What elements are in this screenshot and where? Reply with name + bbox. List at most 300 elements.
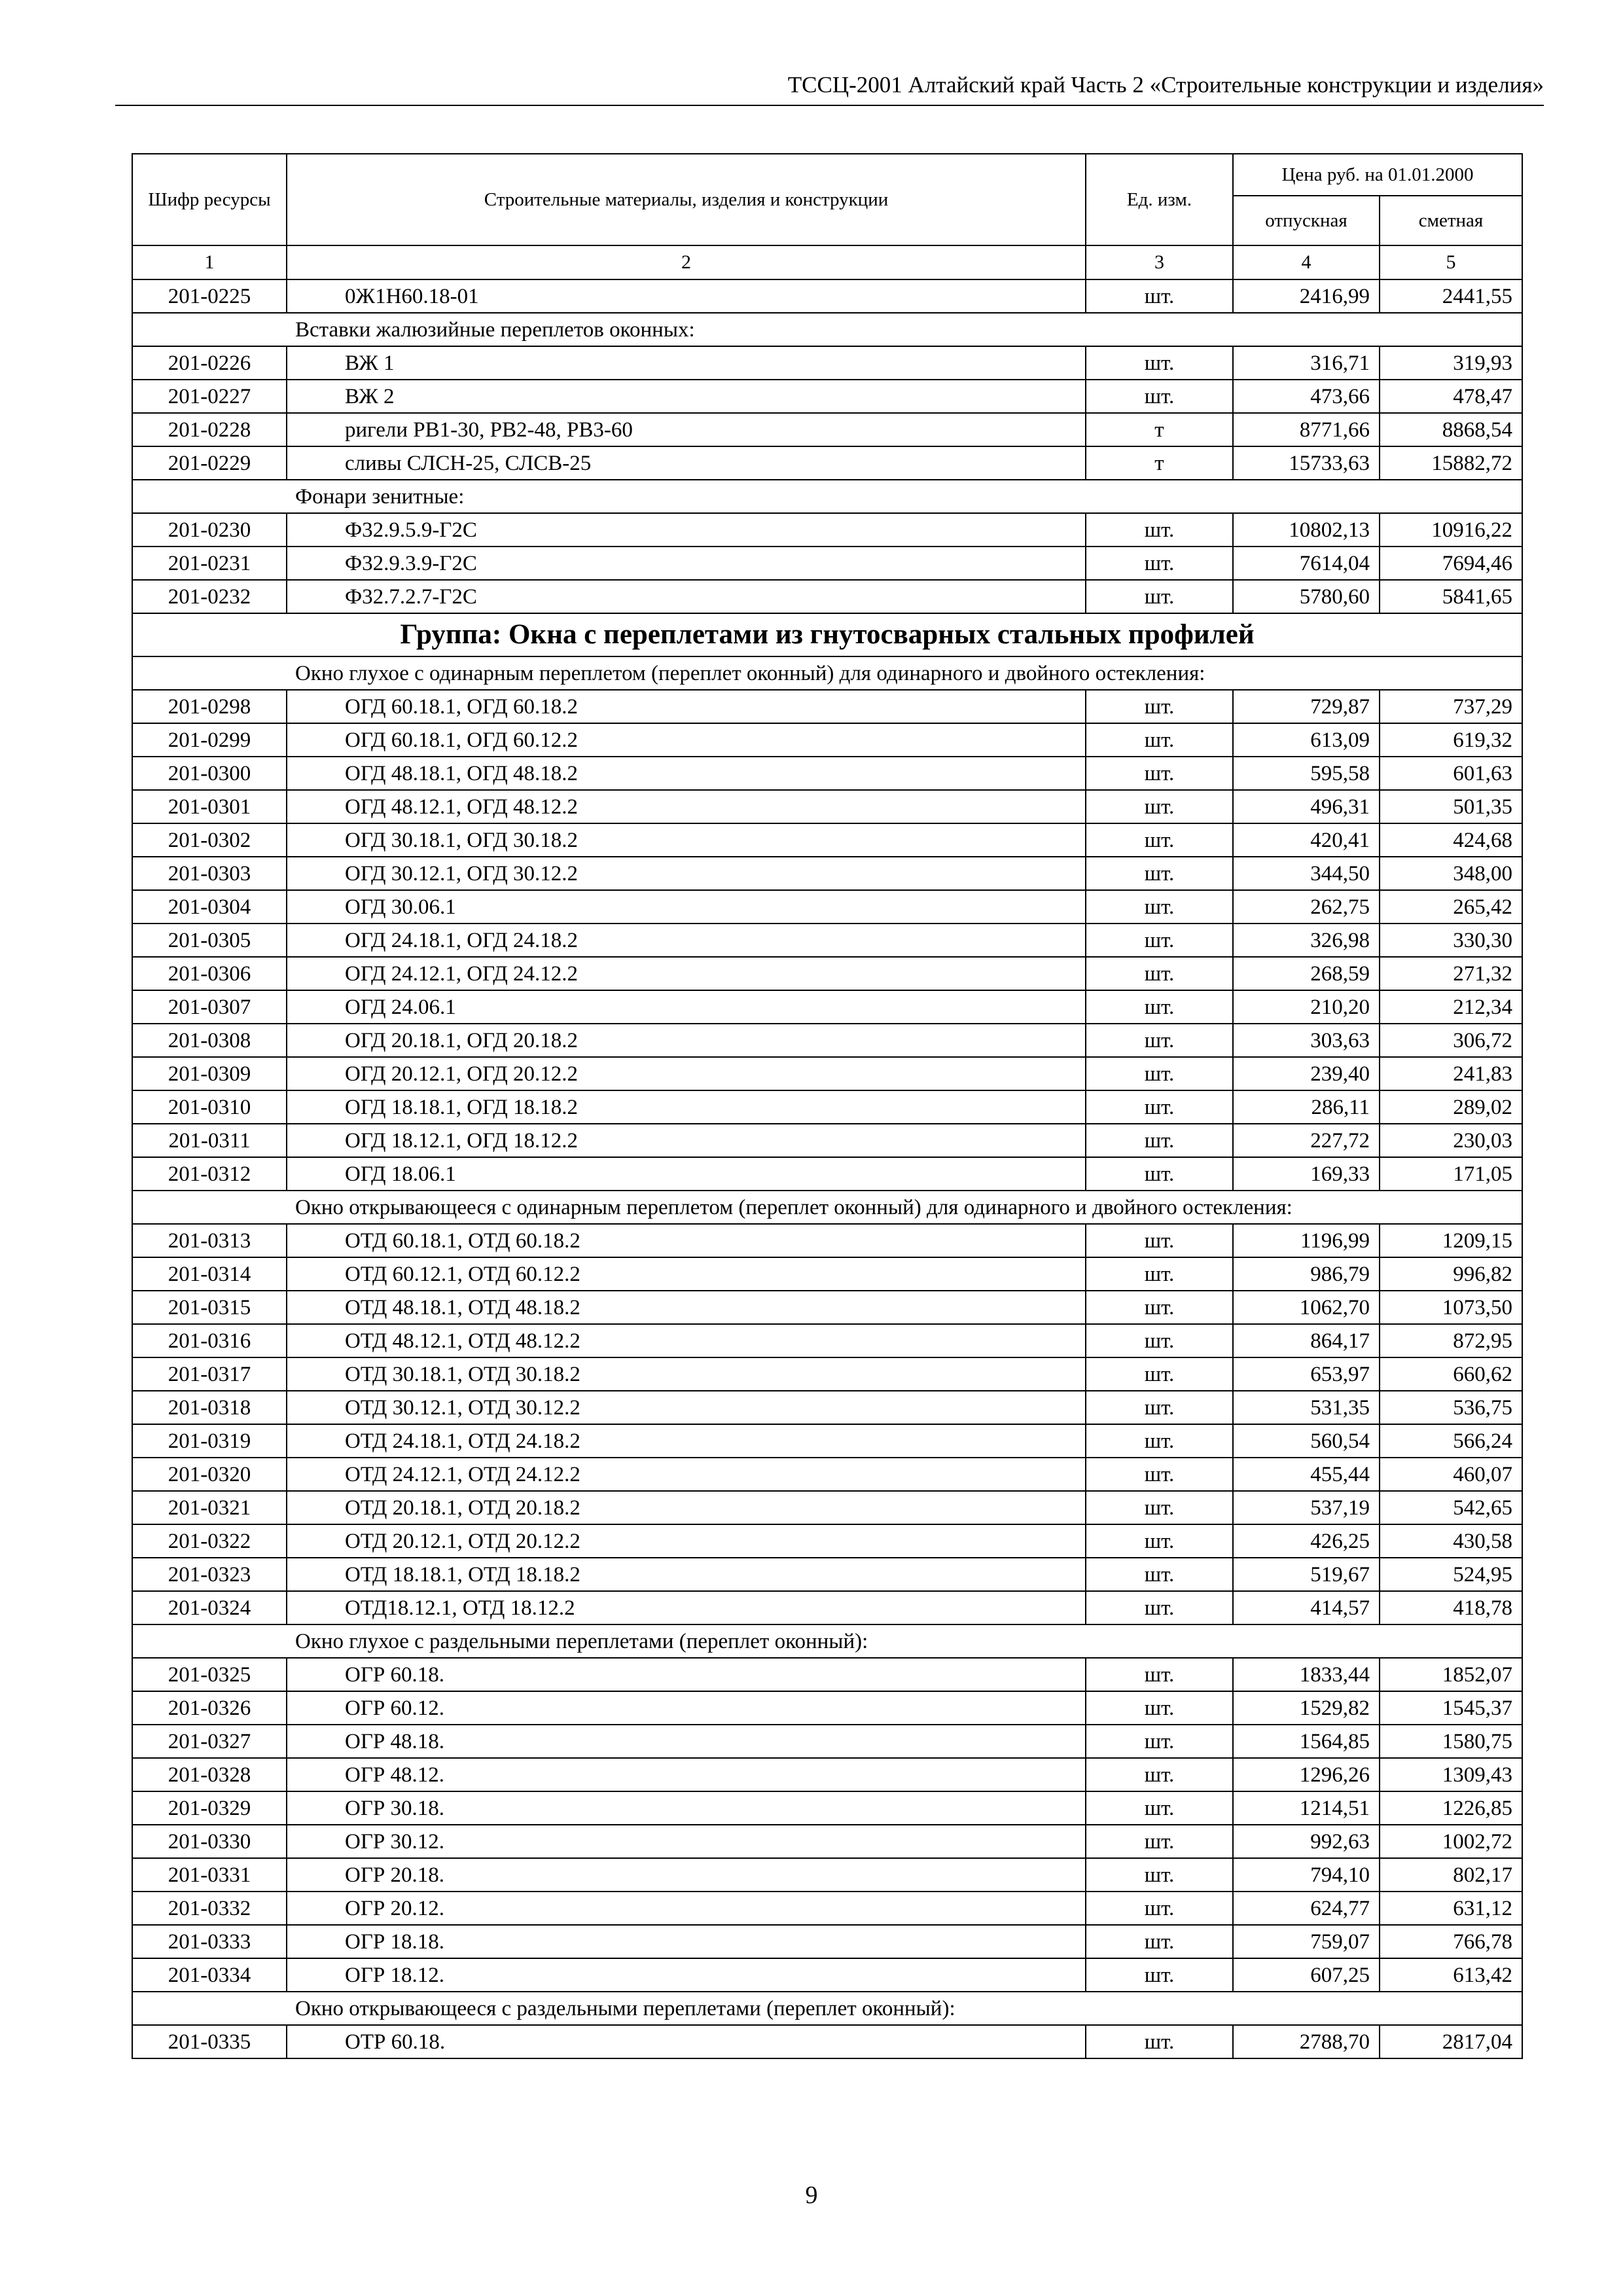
- resource-code-cell: 201-0301: [132, 790, 287, 823]
- resource-code-cell: 201-0308: [132, 1024, 287, 1057]
- unit-cell: шт.: [1086, 1424, 1233, 1458]
- table-row: [132, 1424, 1522, 1458]
- material-name-cell: ОГД 18.06.1: [287, 1157, 1086, 1191]
- resource-code-cell: 201-0323: [132, 1558, 287, 1591]
- release-price-cell: 303,63: [1233, 1024, 1380, 1057]
- estimate-price-cell: 348,00: [1380, 857, 1522, 890]
- release-price-cell: 426,25: [1233, 1524, 1380, 1558]
- unit-cell: шт.: [1086, 1558, 1233, 1591]
- section-heading-row: [132, 656, 1522, 690]
- resource-code-cell: 201-0333: [132, 1925, 287, 1958]
- unit-cell: шт.: [1086, 1658, 1233, 1691]
- material-name-cell: ОГД 18.18.1, ОГД 18.18.2: [287, 1090, 1086, 1124]
- column-number: 3: [1086, 245, 1233, 279]
- table-row: [132, 446, 1522, 480]
- material-name-cell: ОТД 48.18.1, ОТД 48.18.2: [287, 1291, 1086, 1324]
- release-price-cell: 8771,66: [1233, 413, 1380, 446]
- estimate-price-cell: 1073,50: [1380, 1291, 1522, 1324]
- release-price-cell: 519,67: [1233, 1558, 1380, 1591]
- release-price-cell: 729,87: [1233, 690, 1380, 723]
- table-row: [132, 1024, 1522, 1057]
- material-name-cell: ОТД 18.18.1, ОТД 18.18.2: [287, 1558, 1086, 1591]
- release-price-cell: 15733,63: [1233, 446, 1380, 480]
- resource-code-cell: 201-0229: [132, 446, 287, 480]
- table-row: [132, 1157, 1522, 1191]
- header-rule: [115, 105, 1544, 106]
- unit-cell: шт.: [1086, 279, 1233, 313]
- release-price-cell: 794,10: [1233, 1858, 1380, 1892]
- estimate-price-cell: 289,02: [1380, 1090, 1522, 1124]
- resource-code-cell: 201-0226: [132, 346, 287, 380]
- material-name-cell: ОГР 18.12.: [287, 1958, 1086, 1992]
- material-name-cell: ОГР 20.12.: [287, 1892, 1086, 1925]
- release-price-cell: 1196,99: [1233, 1224, 1380, 1257]
- section-heading-row: [132, 1191, 1522, 1224]
- section-heading-row: [132, 313, 1522, 346]
- material-name-cell: ОТР 60.18.: [287, 2025, 1086, 2058]
- release-price-cell: 7614,04: [1233, 547, 1380, 580]
- material-name-cell: ригели РВ1-30, РВ2-48, РВ3-60: [287, 413, 1086, 446]
- material-name-cell: ОГД 60.18.1, ОГД 60.12.2: [287, 723, 1086, 757]
- estimate-price-cell: 613,42: [1380, 1958, 1522, 1992]
- table-row: [132, 1391, 1522, 1424]
- release-price-cell: 537,19: [1233, 1491, 1380, 1524]
- resource-code-cell: 201-0231: [132, 547, 287, 580]
- estimate-price-cell: 171,05: [1380, 1157, 1522, 1191]
- column-number-row: [132, 245, 1522, 279]
- resource-code-cell: 201-0227: [132, 380, 287, 413]
- estimate-price-cell: 872,95: [1380, 1324, 1522, 1357]
- table-row: [132, 890, 1522, 924]
- release-price-cell: 268,59: [1233, 957, 1380, 990]
- unit-cell: шт.: [1086, 513, 1233, 547]
- unit-cell: шт.: [1086, 890, 1233, 924]
- material-name-cell: ОТД 20.12.1, ОТД 20.12.2: [287, 1524, 1086, 1558]
- unit-cell: шт.: [1086, 990, 1233, 1024]
- release-price-cell: 607,25: [1233, 1958, 1380, 1992]
- table-row: [132, 1758, 1522, 1791]
- table-row: [132, 513, 1522, 547]
- unit-cell: шт.: [1086, 1057, 1233, 1090]
- table-row: [132, 757, 1522, 790]
- resource-code-cell: 201-0225: [132, 279, 287, 313]
- resource-code-cell: 201-0300: [132, 757, 287, 790]
- material-name-cell: ОГР 18.18.: [287, 1925, 1086, 1958]
- resource-code-cell: 201-0335: [132, 2025, 287, 2058]
- table-row: [132, 346, 1522, 380]
- table-row: [132, 1825, 1522, 1858]
- material-name-cell: ВЖ 2: [287, 380, 1086, 413]
- estimate-price-cell: 1002,72: [1380, 1825, 1522, 1858]
- release-price-cell: 2416,99: [1233, 279, 1380, 313]
- unit-cell: шт.: [1086, 1591, 1233, 1624]
- section-heading-row: [132, 480, 1522, 513]
- resource-code-cell: 201-0298: [132, 690, 287, 723]
- unit-cell: шт.: [1086, 1958, 1233, 1992]
- header-name: Строительные материалы, изделия и конструкции: [287, 154, 1086, 245]
- table-row: [132, 1725, 1522, 1758]
- table-row: [132, 1591, 1522, 1624]
- estimate-price-cell: 271,32: [1380, 957, 1522, 990]
- estimate-price-cell: 501,35: [1380, 790, 1522, 823]
- unit-cell: шт.: [1086, 1691, 1233, 1725]
- table-row: [132, 823, 1522, 857]
- release-price-cell: 239,40: [1233, 1057, 1380, 1090]
- resource-code-cell: 201-0324: [132, 1591, 287, 1624]
- estimate-price-cell: 1852,07: [1380, 1658, 1522, 1691]
- resource-code-cell: 201-0304: [132, 890, 287, 924]
- unit-cell: шт.: [1086, 1157, 1233, 1191]
- unit-cell: шт.: [1086, 1458, 1233, 1491]
- release-price-cell: 169,33: [1233, 1157, 1380, 1191]
- unit-cell: шт.: [1086, 924, 1233, 957]
- resource-code-cell: 201-0299: [132, 723, 287, 757]
- release-price-cell: 286,11: [1233, 1090, 1380, 1124]
- estimate-price-cell: 306,72: [1380, 1024, 1522, 1057]
- release-price-cell: 210,20: [1233, 990, 1380, 1024]
- resource-code-cell: 201-0332: [132, 1892, 287, 1925]
- estimate-price-cell: 660,62: [1380, 1357, 1522, 1391]
- resource-code-cell: 201-0309: [132, 1057, 287, 1090]
- release-price-cell: 473,66: [1233, 380, 1380, 413]
- resource-code-cell: 201-0305: [132, 924, 287, 957]
- material-name-cell: ОТД 60.12.1, ОТД 60.12.2: [287, 1257, 1086, 1291]
- resource-code-cell: 201-0315: [132, 1291, 287, 1324]
- unit-cell: шт.: [1086, 1725, 1233, 1758]
- release-price-cell: 316,71: [1233, 346, 1380, 380]
- release-price-cell: 5780,60: [1233, 580, 1380, 613]
- resource-code-cell: 201-0303: [132, 857, 287, 890]
- release-price-cell: 759,07: [1233, 1925, 1380, 1958]
- release-price-cell: 1062,70: [1233, 1291, 1380, 1324]
- header-code: Шифр ресурсы: [132, 154, 287, 245]
- unit-cell: шт.: [1086, 1024, 1233, 1057]
- estimate-price-cell: 10916,22: [1380, 513, 1522, 547]
- estimate-price-cell: 230,03: [1380, 1124, 1522, 1157]
- material-name-cell: Ф32.7.2.7-Г2С: [287, 580, 1086, 613]
- estimate-price-cell: 265,42: [1380, 890, 1522, 924]
- release-price-cell: 1296,26: [1233, 1758, 1380, 1791]
- material-name-cell: ОГР 30.18.: [287, 1791, 1086, 1825]
- resource-code-cell: 201-0320: [132, 1458, 287, 1491]
- table-row: [132, 924, 1522, 957]
- release-price-cell: 455,44: [1233, 1458, 1380, 1491]
- material-name-cell: ОТД 24.18.1, ОТД 24.18.2: [287, 1424, 1086, 1458]
- unit-cell: т: [1086, 413, 1233, 446]
- estimate-price-cell: 15882,72: [1380, 446, 1522, 480]
- unit-cell: шт.: [1086, 346, 1233, 380]
- estimate-price-cell: 542,65: [1380, 1491, 1522, 1524]
- unit-cell: шт.: [1086, 1324, 1233, 1357]
- release-price-cell: 10802,13: [1233, 513, 1380, 547]
- material-name-cell: ОГР 48.12.: [287, 1758, 1086, 1791]
- release-price-cell: 262,75: [1233, 890, 1380, 924]
- estimate-price-cell: 766,78: [1380, 1925, 1522, 1958]
- resource-code-cell: 201-0326: [132, 1691, 287, 1725]
- material-name-cell: ОГД 30.18.1, ОГД 30.18.2: [287, 823, 1086, 857]
- estimate-price-cell: 601,63: [1380, 757, 1522, 790]
- table-row: [132, 1558, 1522, 1591]
- unit-cell: шт.: [1086, 1825, 1233, 1858]
- estimate-price-cell: 1545,37: [1380, 1691, 1522, 1725]
- release-price-cell: 1833,44: [1233, 1658, 1380, 1691]
- unit-cell: шт.: [1086, 1491, 1233, 1524]
- table-row: [132, 1791, 1522, 1825]
- material-name-cell: ОГД 48.12.1, ОГД 48.12.2: [287, 790, 1086, 823]
- estimate-price-cell: 5841,65: [1380, 580, 1522, 613]
- material-name-cell: ОГД 24.06.1: [287, 990, 1086, 1024]
- material-name-cell: 0Ж1Н60.18-01: [287, 279, 1086, 313]
- estimate-price-cell: 212,34: [1380, 990, 1522, 1024]
- material-name-cell: ОГД 48.18.1, ОГД 48.18.2: [287, 757, 1086, 790]
- unit-cell: шт.: [1086, 1090, 1233, 1124]
- material-name-cell: ОТД 30.18.1, ОТД 30.18.2: [287, 1357, 1086, 1391]
- column-number: 1: [132, 245, 287, 279]
- resource-code-cell: 201-0329: [132, 1791, 287, 1825]
- section-heading-text: Окно открывающееся с раздельными переплетами (переплет оконный):: [132, 1992, 1522, 2025]
- resource-code-cell: 201-0327: [132, 1725, 287, 1758]
- estimate-price-cell: 619,32: [1380, 723, 1522, 757]
- estimate-price-cell: 241,83: [1380, 1057, 1522, 1090]
- resource-code-cell: 201-0302: [132, 823, 287, 857]
- estimate-price-cell: 536,75: [1380, 1391, 1522, 1424]
- release-price-cell: 414,57: [1233, 1591, 1380, 1624]
- unit-cell: шт.: [1086, 757, 1233, 790]
- estimate-price-cell: 631,12: [1380, 1892, 1522, 1925]
- unit-cell: шт.: [1086, 1291, 1233, 1324]
- estimate-price-cell: 418,78: [1380, 1591, 1522, 1624]
- material-name-cell: ОТД 20.18.1, ОТД 20.18.2: [287, 1491, 1086, 1524]
- unit-cell: шт.: [1086, 380, 1233, 413]
- release-price-cell: 624,77: [1233, 1892, 1380, 1925]
- page-number: 9: [805, 2181, 818, 2209]
- estimate-price-cell: 8868,54: [1380, 413, 1522, 446]
- column-number: 4: [1233, 245, 1380, 279]
- table-row: [132, 2025, 1522, 2058]
- section-heading-row: [132, 1992, 1522, 2025]
- estimate-price-cell: 2441,55: [1380, 279, 1522, 313]
- running-header: ТССЦ-2001 Алтайский край Часть 2 «Строительные конструкции и изделия»: [787, 72, 1544, 98]
- estimate-price-cell: 802,17: [1380, 1858, 1522, 1892]
- release-price-cell: 1214,51: [1233, 1791, 1380, 1825]
- table-row: [132, 1057, 1522, 1090]
- release-price-cell: 595,58: [1233, 757, 1380, 790]
- table-row: [132, 690, 1522, 723]
- material-name-cell: ОГД 24.12.1, ОГД 24.12.2: [287, 957, 1086, 990]
- estimate-price-cell: 478,47: [1380, 380, 1522, 413]
- estimate-price-cell: 566,24: [1380, 1424, 1522, 1458]
- unit-cell: шт.: [1086, 857, 1233, 890]
- release-price-cell: 227,72: [1233, 1124, 1380, 1157]
- unit-cell: шт.: [1086, 1758, 1233, 1791]
- table-row: [132, 1124, 1522, 1157]
- material-name-cell: ОГР 20.18.: [287, 1858, 1086, 1892]
- unit-cell: шт.: [1086, 1124, 1233, 1157]
- material-name-cell: ОТД 60.18.1, ОТД 60.18.2: [287, 1224, 1086, 1257]
- material-name-cell: ОТД 48.12.1, ОТД 48.12.2: [287, 1324, 1086, 1357]
- resource-code-cell: 201-0314: [132, 1257, 287, 1291]
- material-name-cell: Ф32.9.3.9-Г2С: [287, 547, 1086, 580]
- material-name-cell: ОГР 48.18.: [287, 1725, 1086, 1758]
- resource-code-cell: 201-0310: [132, 1090, 287, 1124]
- estimate-price-cell: 996,82: [1380, 1257, 1522, 1291]
- table-row: [132, 547, 1522, 580]
- unit-cell: шт.: [1086, 723, 1233, 757]
- table-row: [132, 1324, 1522, 1357]
- release-price-cell: 1564,85: [1233, 1725, 1380, 1758]
- release-price-cell: 1529,82: [1233, 1691, 1380, 1725]
- unit-cell: шт.: [1086, 580, 1233, 613]
- table-row: [132, 1090, 1522, 1124]
- table-row: [132, 723, 1522, 757]
- resource-code-cell: 201-0334: [132, 1958, 287, 1992]
- release-price-cell: 420,41: [1233, 823, 1380, 857]
- estimate-price-cell: 7694,46: [1380, 547, 1522, 580]
- release-price-cell: 560,54: [1233, 1424, 1380, 1458]
- section-heading-text: Окно глухое с одинарным переплетом (переплет оконный) для одинарного и двойного остекления:: [132, 656, 1522, 690]
- estimate-price-cell: 460,07: [1380, 1458, 1522, 1491]
- estimate-price-cell: 1580,75: [1380, 1725, 1522, 1758]
- table-row: [132, 279, 1522, 313]
- unit-cell: шт.: [1086, 1925, 1233, 1958]
- unit-cell: шт.: [1086, 957, 1233, 990]
- unit-cell: шт.: [1086, 790, 1233, 823]
- table-row: [132, 1291, 1522, 1324]
- table-row: [132, 380, 1522, 413]
- material-name-cell: ОГР 30.12.: [287, 1825, 1086, 1858]
- section-heading-text: Фонари зенитные:: [132, 480, 1522, 513]
- unit-cell: шт.: [1086, 2025, 1233, 2058]
- resource-code-cell: 201-0311: [132, 1124, 287, 1157]
- table-header-row: [132, 154, 1522, 196]
- resource-code-cell: 201-0232: [132, 580, 287, 613]
- table-row: [132, 1257, 1522, 1291]
- release-price-cell: 496,31: [1233, 790, 1380, 823]
- resource-code-cell: 201-0319: [132, 1424, 287, 1458]
- table-row: [132, 580, 1522, 613]
- resource-code-cell: 201-0321: [132, 1491, 287, 1524]
- resource-code-cell: 201-0318: [132, 1391, 287, 1424]
- table-row: [132, 790, 1522, 823]
- release-price-cell: 653,97: [1233, 1357, 1380, 1391]
- estimate-price-cell: 1309,43: [1380, 1758, 1522, 1791]
- material-name-cell: ОГД 20.18.1, ОГД 20.18.2: [287, 1024, 1086, 1057]
- resource-code-cell: 201-0228: [132, 413, 287, 446]
- table-row: [132, 1491, 1522, 1524]
- unit-cell: шт.: [1086, 823, 1233, 857]
- estimate-price-cell: 1226,85: [1380, 1791, 1522, 1825]
- release-price-cell: 326,98: [1233, 924, 1380, 957]
- resource-code-cell: 201-0328: [132, 1758, 287, 1791]
- release-price-cell: 344,50: [1233, 857, 1380, 890]
- material-name-cell: ОГД 18.12.1, ОГД 18.12.2: [287, 1124, 1086, 1157]
- table-row: [132, 990, 1522, 1024]
- table-row: [132, 1224, 1522, 1257]
- resource-code-cell: 201-0317: [132, 1357, 287, 1391]
- material-name-cell: ОГД 30.12.1, ОГД 30.12.2: [287, 857, 1086, 890]
- header-price-release: отпускная: [1233, 196, 1380, 245]
- material-name-cell: ОТД 30.12.1, ОТД 30.12.2: [287, 1391, 1086, 1424]
- table-row: [132, 1691, 1522, 1725]
- estimate-price-cell: 430,58: [1380, 1524, 1522, 1558]
- material-name-cell: сливы СЛСН-25, СЛСВ-25: [287, 446, 1086, 480]
- unit-cell: шт.: [1086, 1791, 1233, 1825]
- table-row: [132, 1858, 1522, 1892]
- estimate-price-cell: 424,68: [1380, 823, 1522, 857]
- material-name-cell: ОГР 60.12.: [287, 1691, 1086, 1725]
- table-row: [132, 1958, 1522, 1992]
- table-row: [132, 1357, 1522, 1391]
- release-price-cell: 531,35: [1233, 1391, 1380, 1424]
- release-price-cell: 2788,70: [1233, 2025, 1380, 2058]
- table-row: [132, 957, 1522, 990]
- unit-cell: шт.: [1086, 1391, 1233, 1424]
- release-price-cell: 986,79: [1233, 1257, 1380, 1291]
- material-name-cell: ОГД 24.18.1, ОГД 24.18.2: [287, 924, 1086, 957]
- section-heading-text: Вставки жалюзийные переплетов оконных:: [132, 313, 1522, 346]
- estimate-price-cell: 737,29: [1380, 690, 1522, 723]
- material-name-cell: ОГД 20.12.1, ОГД 20.12.2: [287, 1057, 1086, 1090]
- estimate-price-cell: 2817,04: [1380, 2025, 1522, 2058]
- estimate-price-cell: 319,93: [1380, 346, 1522, 380]
- column-number: 2: [287, 245, 1086, 279]
- material-name-cell: ОТД18.12.1, ОТД 18.12.2: [287, 1591, 1086, 1624]
- material-name-cell: ОГД 60.18.1, ОГД 60.18.2: [287, 690, 1086, 723]
- unit-cell: шт.: [1086, 690, 1233, 723]
- section-heading-row: [132, 1624, 1522, 1658]
- unit-cell: шт.: [1086, 1858, 1233, 1892]
- material-name-cell: ОГР 60.18.: [287, 1658, 1086, 1691]
- price-table: [132, 153, 1523, 2059]
- table-row: [132, 1892, 1522, 1925]
- table-row: [132, 413, 1522, 446]
- material-name-cell: Ф32.9.5.9-Г2С: [287, 513, 1086, 547]
- table-row: [132, 1658, 1522, 1691]
- estimate-price-cell: 524,95: [1380, 1558, 1522, 1591]
- unit-cell: шт.: [1086, 547, 1233, 580]
- unit-cell: шт.: [1086, 1892, 1233, 1925]
- estimate-price-cell: 330,30: [1380, 924, 1522, 957]
- estimate-price-cell: 1209,15: [1380, 1224, 1522, 1257]
- resource-code-cell: 201-0306: [132, 957, 287, 990]
- unit-cell: шт.: [1086, 1524, 1233, 1558]
- release-price-cell: 992,63: [1233, 1825, 1380, 1858]
- release-price-cell: 864,17: [1233, 1324, 1380, 1357]
- section-heading-text: Окно открывающееся с одинарным переплетом (переплет оконный) для одинарного и двойного остекления:: [132, 1191, 1522, 1224]
- unit-cell: шт.: [1086, 1257, 1233, 1291]
- unit-cell: шт.: [1086, 1357, 1233, 1391]
- section-heading-text: Окно глухое с раздельными переплетами (переплет оконный):: [132, 1624, 1522, 1658]
- table-row: [132, 1458, 1522, 1491]
- unit-cell: т: [1086, 446, 1233, 480]
- unit-cell: шт.: [1086, 1224, 1233, 1257]
- header-price-estimate: сметная: [1380, 196, 1522, 245]
- resource-code-cell: 201-0313: [132, 1224, 287, 1257]
- material-name-cell: ОГД 30.06.1: [287, 890, 1086, 924]
- release-price-cell: 613,09: [1233, 723, 1380, 757]
- material-name-cell: ВЖ 1: [287, 346, 1086, 380]
- material-name-cell: ОТД 24.12.1, ОТД 24.12.2: [287, 1458, 1086, 1491]
- header-unit: Ед. изм.: [1086, 154, 1233, 245]
- resource-code-cell: 201-0307: [132, 990, 287, 1024]
- resource-code-cell: 201-0316: [132, 1324, 287, 1357]
- resource-code-cell: 201-0312: [132, 1157, 287, 1191]
- resource-code-cell: 201-0325: [132, 1658, 287, 1691]
- group-heading-text: Группа: Окна с переплетами из гнутосварных стальных профилей: [132, 613, 1522, 656]
- group-heading-row: [132, 613, 1522, 656]
- resource-code-cell: 201-0322: [132, 1524, 287, 1558]
- table-body: [132, 279, 1522, 2058]
